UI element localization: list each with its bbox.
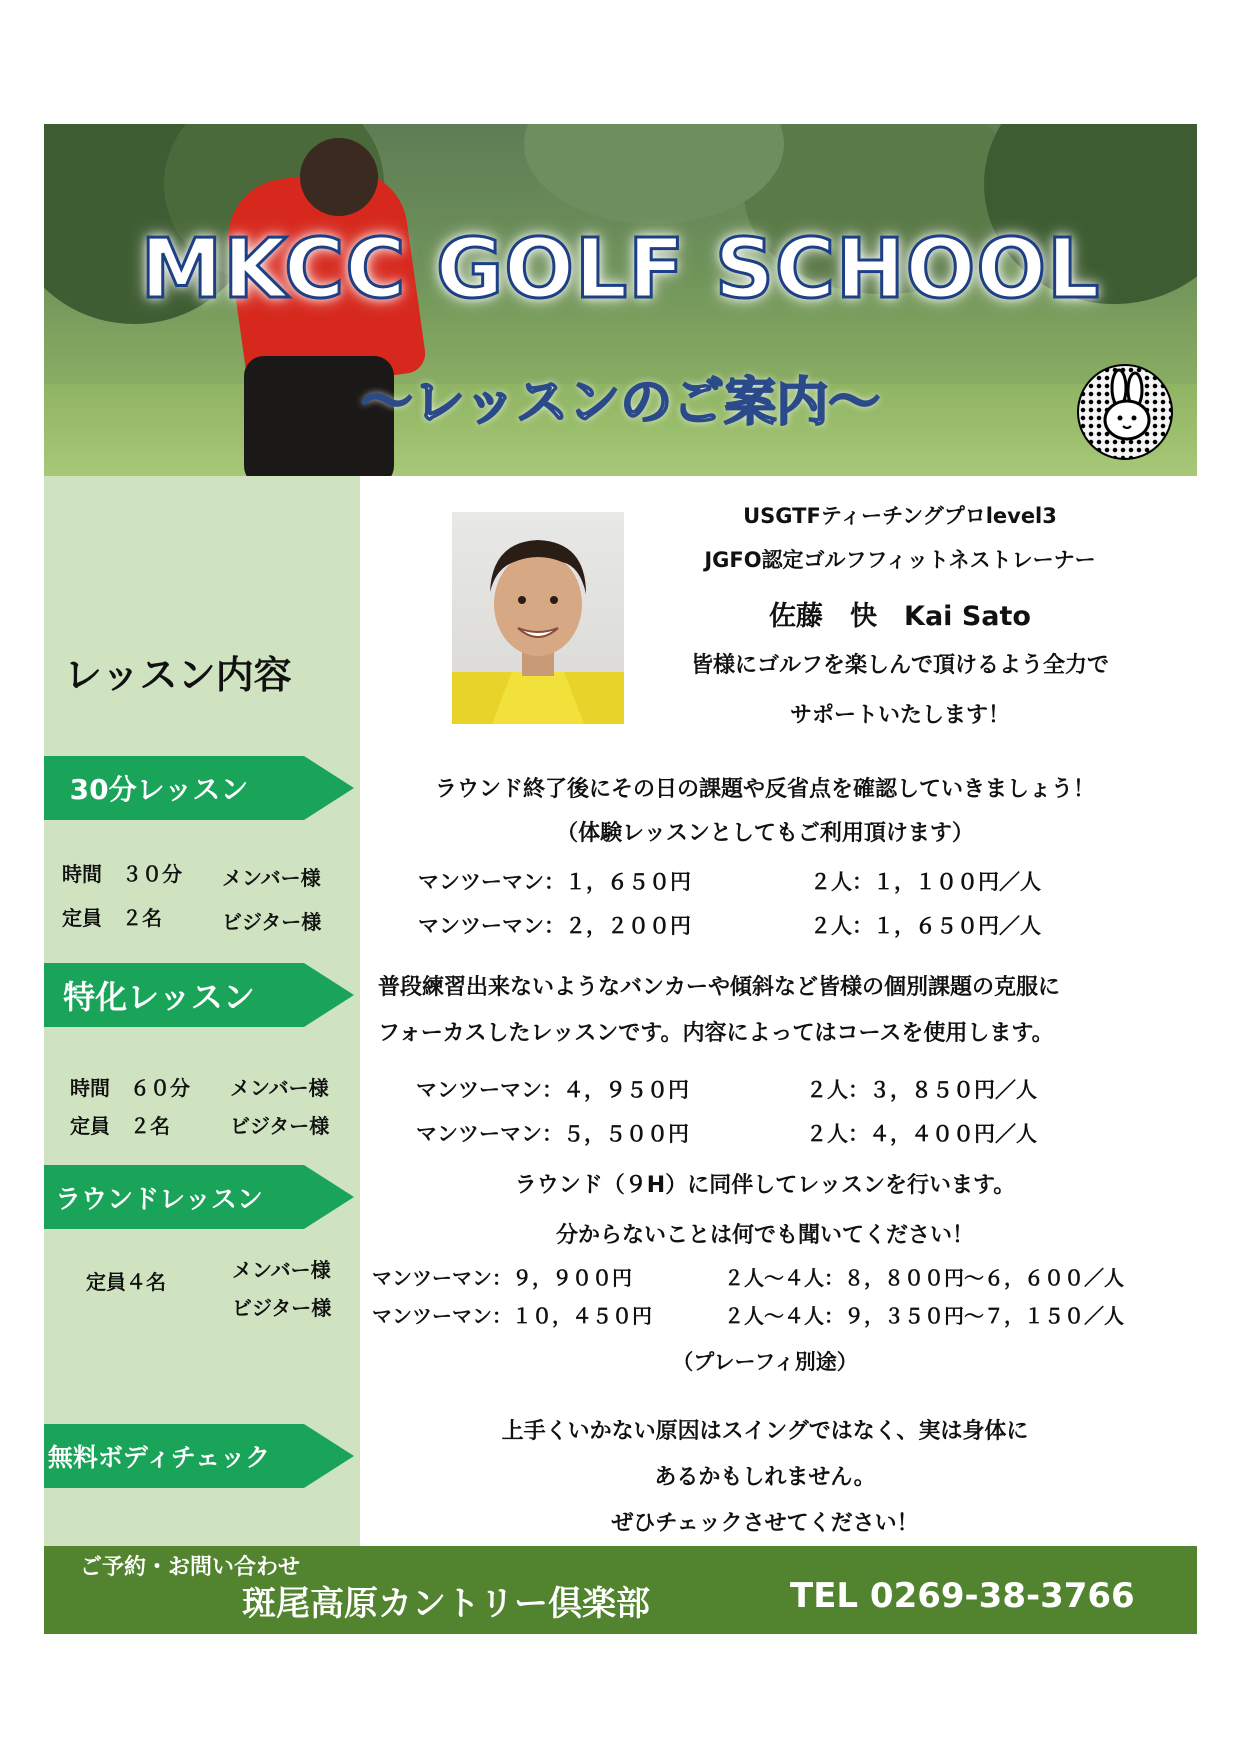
lesson-description: ラウンド終了後にその日の課題や反省点を確認していきましょう！ [434, 777, 1095, 802]
rabbit-logo-icon [1077, 364, 1173, 460]
golfer-head [300, 138, 378, 216]
instructor-message: 皆様にゴルフを楽しんで頂けるよう全力で [690, 653, 1109, 678]
lesson-capacity: 定員 ２名 [70, 1114, 170, 1138]
visitor-price-1on1: マンツーマン：５，５００円 [416, 1122, 689, 1146]
visitor-label: ビジター様 [232, 1296, 332, 1320]
phone-number[interactable]: TEL 0269-38-3766 [790, 1576, 1135, 1616]
visitor-price-group: ２人〜４人：９，３５０円〜７，１５０／人 [724, 1304, 1124, 1328]
hero-title: MKCC GOLF SCHOOL [140, 222, 1101, 317]
tag-special-lesson: 特化レッスン [44, 963, 304, 1027]
visitor-price-1on1: マンツーマン：２，２００円 [418, 914, 691, 938]
instructor-credential: USGTFティーチングプロlevel3 [743, 504, 1057, 528]
body-check-description: あるかもしれません。 [654, 1465, 876, 1490]
hero-banner [44, 124, 1197, 476]
lesson-time: 時間 ６０分 [70, 1076, 190, 1100]
instructor-name: 佐藤 快 Kai Sato [769, 601, 1031, 632]
visitor-price-pair: ２人：４，４００円／人 [806, 1122, 1037, 1146]
lesson-description: 普段練習出来ないようなバンカーや傾斜など皆様の個別課題の克服に [378, 975, 1061, 1000]
member-price-group: ２人〜４人：８，８００円〜６，６００／人 [724, 1266, 1124, 1290]
visitor-price-1on1: マンツーマン：１０，４５０円 [372, 1304, 652, 1328]
member-label: メンバー様 [222, 866, 321, 890]
play-fee-note: （プレーフィ別途） [672, 1350, 858, 1374]
hero-subtitle: 〜レッスンのご案内〜 [360, 373, 881, 433]
contact-label: ご予約・お問い合わせ [80, 1555, 301, 1580]
lesson-description: ラウンド（９H）に同伴してレッスンを行います。 [514, 1173, 1016, 1198]
body-check-description: ぜひチェックさせてください！ [611, 1511, 919, 1536]
member-price-1on1: マンツーマン：４，９５０円 [416, 1078, 689, 1102]
member-price-1on1: マンツーマン：９，９００円 [372, 1266, 632, 1290]
member-label: メンバー様 [232, 1258, 331, 1282]
lesson-description: 分からないことは何でも聞いてください！ [555, 1223, 974, 1248]
instructor-photo-card [438, 496, 638, 740]
visitor-label: ビジター様 [230, 1114, 330, 1138]
tag-free-body-check: 無料ボディチェック [44, 1424, 304, 1488]
instructor-credential: JGFO認定ゴルフフィットネストレーナー [704, 548, 1096, 572]
lesson-description: フォーカスしたレッスンです。内容によってはコースを使用します。 [378, 1021, 1054, 1046]
body-check-description: 上手くいかない原因はスイングではなく、実は身体に [501, 1419, 1029, 1444]
member-label: メンバー様 [230, 1076, 329, 1100]
member-price-pair: ２人：１，１００円／人 [810, 870, 1041, 894]
tag-round-lesson: ラウンドレッスン [44, 1165, 304, 1229]
instructor-photo [452, 512, 624, 724]
lesson-description: （体験レッスンとしてもご利用頂けます） [556, 821, 974, 846]
visitor-label: ビジター様 [222, 910, 322, 934]
section-heading: レッスン内容 [64, 653, 292, 697]
member-price-pair: ２人：３，８５０円／人 [806, 1078, 1037, 1102]
tag-30min-lesson: 30分レッスン [44, 756, 304, 820]
lesson-capacity: 定員４名 [86, 1270, 166, 1294]
member-price-1on1: マンツーマン：１，６５０円 [418, 870, 691, 894]
visitor-price-pair: ２人：１，６５０円／人 [810, 914, 1041, 938]
club-name: 斑尾高原カントリー倶楽部 [242, 1584, 650, 1624]
lesson-time: 時間 ３０分 [62, 862, 182, 886]
lesson-capacity: 定員 ２名 [62, 906, 162, 930]
instructor-message: サポートいたします！ [789, 703, 1010, 728]
